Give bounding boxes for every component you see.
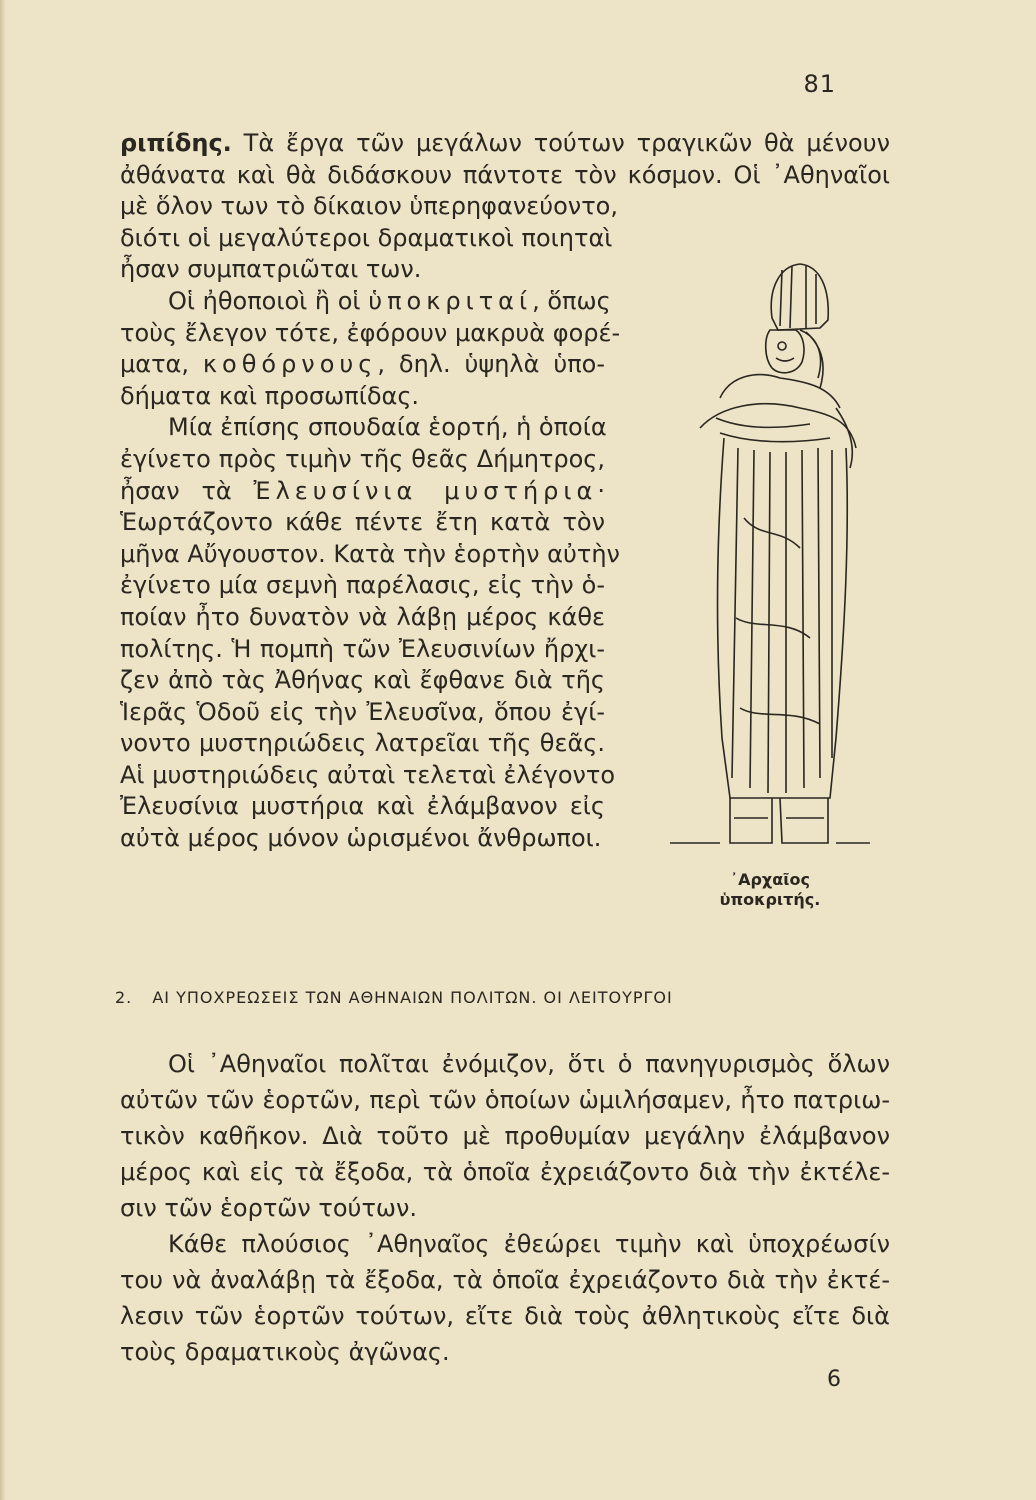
- text-line: Αἱ μυστηριώδεις αὐταὶ τελεταὶ ἐλέγοντο: [120, 760, 616, 789]
- text-line: νοντο μυστηριώδεις λατρεῖαι τῆς θεᾶς.: [120, 729, 605, 758]
- text-line: ζεν ἀπὸ τὰς Ἀθήνας καὶ ἔφθανε διὰ τῆς: [120, 666, 605, 695]
- page-number-bottom: 6: [827, 1367, 841, 1392]
- text-line: Κάθε πλούσιος ᾿Αθηναῖος ἐθεώρει τιμὴν καὶ ὑποχρέωσίν: [168, 1230, 890, 1258]
- section-number: 2.: [115, 988, 133, 1007]
- text-line: τοὺς δραματικοὺς ἀγῶνας.: [120, 1338, 450, 1366]
- section-heading: [115, 988, 855, 1007]
- text-span: ματα,: [120, 350, 203, 379]
- text-line: [120, 349, 605, 381]
- text-span: ·: [597, 476, 605, 505]
- ancient-actor-illustration: [660, 258, 880, 858]
- text-line: [120, 128, 890, 160]
- text-line: [120, 476, 605, 508]
- spaced-term: κοθόρνους: [202, 350, 378, 379]
- text-line: Οἱ ᾿Αθηναῖοι πολῖται ἐνόμιζον, ὅτι ὁ πανηγυρισμὸς ὅλων: [168, 1050, 890, 1078]
- page-number-top: 81: [803, 70, 836, 98]
- paragraph-rich-citizens: [120, 1226, 890, 1370]
- text-line: ἀθάνατα καὶ θὰ διδάσκουν πάντοτε τὸν κόσμον. Οἱ ᾿Αθηναῖοι: [120, 160, 890, 189]
- actor-figure: [660, 258, 880, 918]
- figure-caption: [660, 870, 880, 910]
- text-line: ἦσαν συμπατριῶται των.: [120, 255, 422, 284]
- text-line: σιν τῶν ἑορτῶν τούτων.: [120, 1194, 418, 1222]
- text-line: μὲ ὅλον των τὸ δίκαιον ὑπερηφανεύοντο,: [120, 192, 618, 221]
- text-line: αὐτὰ μέρος μόνον ὡρισμένοι ἄνθρωποι.: [120, 824, 602, 853]
- section-title: ΑΙ ΥΠΟΧΡΕΩΣΕΙΣ ΤΩΝ ΑΘΗΝΑΙΩΝ ΠΟΛΙΤΩΝ. ΟΙ ΛΕΙΤΟΥΡΓΟΙ: [152, 988, 673, 1007]
- text-line: δήματα καὶ προσωπίδας.: [120, 381, 420, 410]
- text-span: ἦσαν τὰ: [120, 476, 254, 505]
- text-span: , ὅπως: [532, 286, 611, 315]
- spaced-term: ὑποκριταί: [368, 286, 533, 315]
- caption-line: ὑποκριτής.: [719, 890, 821, 909]
- text-line: τοὺς ἔλεγον τότε, ἐφόρουν μακρυὰ φορέ-: [120, 318, 621, 347]
- paragraph-duties: [120, 1046, 890, 1226]
- bottom-text-block: [120, 1046, 890, 1370]
- text-line: Ἐλευσίνια μυστήρια καὶ ἐλάμβανον εἰς: [120, 792, 605, 821]
- text-line: διότι οἱ μεγαλύτεροι δραματικοὶ ποιηταὶ: [120, 223, 613, 252]
- paragraph-eleusinia: [120, 412, 620, 854]
- bold-word: ριπίδης.: [120, 129, 232, 157]
- text-span: Τὰ ἔργα τῶν μεγάλων τούτων τραγικῶν θὰ μένουν: [231, 129, 890, 157]
- text-line: ἐγίνετο πρὸς τιμὴν τῆς θεᾶς Δήμητρος,: [120, 444, 605, 473]
- text-line: Ἱερᾶς Ὁδοῦ εἰς τὴν Ἐλευσῖνα, ὅπου ἐγί-: [120, 697, 605, 726]
- text-line: αὐτῶν τῶν ἑορτῶν, περὶ τῶν ὁποίων ὡμιλήσαμεν, ἦτο πατριω-: [120, 1086, 890, 1114]
- text-line: ἐγίνετο μία σεμνὴ παρέλασις, εἰς τὴν ὁ-: [120, 571, 605, 600]
- text-line: λεσιν τῶν ἑορτῶν τούτων, εἴτε διὰ τοὺς ἀθλητικοὺς εἴτε διὰ: [120, 1302, 890, 1330]
- text-line: μέρος καὶ εἰς τὰ ἔξοδα, τὰ ὁποῖα ἐχρειάζοντο διὰ τὴν ἐκτέλε-: [120, 1158, 890, 1186]
- text-line: πολίτης. Ἡ πομπὴ τῶν Ἐλευσινίων ἤρχι-: [120, 634, 605, 663]
- text-line: μῆνα Αὔγουστον. Κατὰ τὴν ἑορτὴν αὐτὴν: [120, 539, 620, 568]
- text-span: , δηλ. ὑψηλὰ ὑπο-: [377, 350, 605, 379]
- page-edge: [0, 0, 6, 1500]
- text-span: Οἱ ἠθοποιοὶ ἢ οἱ: [168, 286, 369, 315]
- text-line: τικὸν καθῆκον. Διὰ τοῦτο μὲ προθυμίαν μεγάλην ἐλάμβανον: [120, 1122, 890, 1150]
- text-line: του νὰ ἀναλάβῃ τὰ ἔξοδα, τὰ ὁποῖα ἐχρειάζοντο διὰ τὴν ἐκτέ-: [120, 1266, 890, 1294]
- text-line: Ἑωρτάζοντο κάθε πέντε ἔτη κατὰ τὸν: [120, 508, 605, 537]
- text-line: [120, 286, 611, 318]
- paragraph-actors: [120, 286, 621, 412]
- caption-line: ᾿Αρχαῖος: [730, 870, 810, 889]
- text-line: Μία ἐπίσης σπουδαία ἑορτή, ἡ ὁποία: [168, 413, 607, 442]
- text-line: ποίαν ἦτο δυνατὸν νὰ λάβῃ μέρος κάθε: [120, 602, 605, 631]
- spaced-term: Ἐλευσίνια μυστήρια: [253, 476, 598, 505]
